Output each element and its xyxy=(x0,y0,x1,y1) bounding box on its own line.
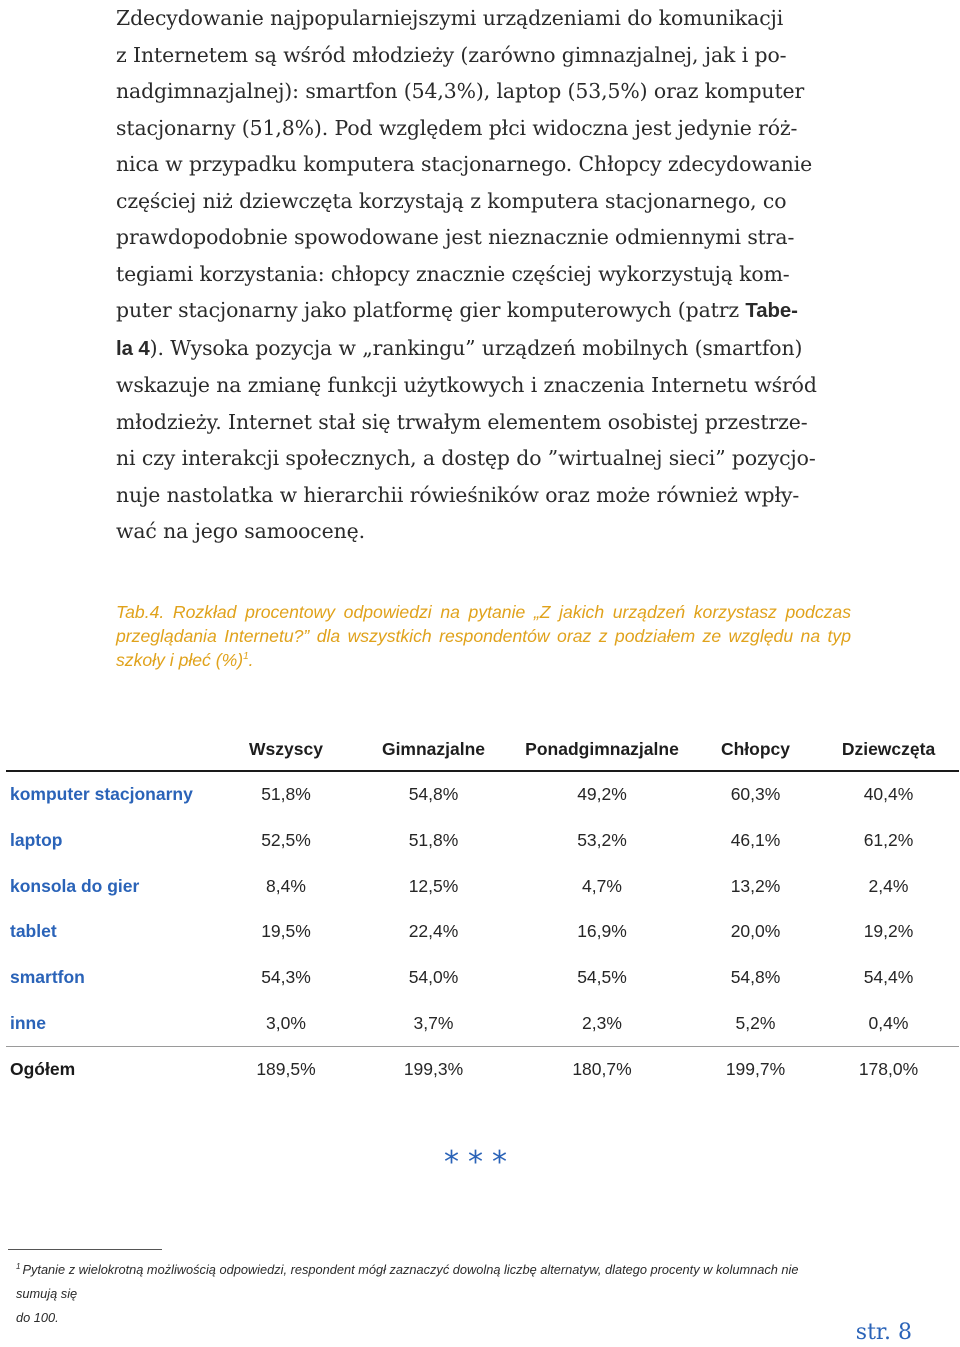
table-row xyxy=(6,863,959,909)
caption-text: Tab.4. Rozkład procentowy odpowiedzi na pytanie „Z jakich urządzeń korzystasz podczas przeglądania Internetu?” dla wszystkich respondentów oraz z podziałem ze względu na typ szkoły i płeć (%) xyxy=(116,602,851,670)
body-line: nica w przypadku komputera stacjonarnego. Chłopcy zdecydowanie xyxy=(116,152,813,176)
table-cell: 5,2% xyxy=(735,1012,776,1033)
table-cell: 22,4% xyxy=(408,921,459,942)
table-cell: 4,7% xyxy=(582,875,622,896)
footnote-line xyxy=(16,1258,836,1306)
table-cell: 16,9% xyxy=(577,921,627,942)
caption-footnote-marker: 1 xyxy=(243,651,249,663)
table-cell: 199,7% xyxy=(693,1047,818,1093)
table-cell: 199,3% xyxy=(356,1047,511,1093)
table-cell: 54,0% xyxy=(408,967,459,988)
table-cell: 19,5% xyxy=(261,921,311,942)
table-cell: 8,4% xyxy=(266,875,306,896)
table-cell: 180,7% xyxy=(511,1047,693,1093)
table-cell: 2,3% xyxy=(582,1012,622,1033)
table-cell: 54,4% xyxy=(863,967,914,988)
header-cell-dziewczeta: Dziewczęta xyxy=(818,728,959,771)
table-header-row xyxy=(6,728,959,771)
body-line: Zdecydowanie najpopularniejszymi urządzeniami do komunikacji xyxy=(116,6,784,30)
table-cell: 54,8% xyxy=(730,967,781,988)
caption-end: . xyxy=(248,650,254,670)
table-cell: 3,7% xyxy=(413,1012,454,1033)
row-label: konsola do gier xyxy=(10,875,140,896)
body-line: tegiami korzystania: chłopcy znacznie częściej wykorzystują kom- xyxy=(116,261,790,286)
body-line: wskazuje na zmianę funkcji użytkowych i znaczenia Internetu wśród xyxy=(116,373,817,397)
body-line: ni czy interakcji społecznych, a dostęp do ”wirtualnej sieci” pozycjo- xyxy=(116,446,816,470)
section-separator: *** xyxy=(444,1145,516,1180)
table-reference: Tabe- xyxy=(745,300,798,322)
table-row xyxy=(6,955,959,1001)
row-label: smartfon xyxy=(10,967,85,988)
table-cell: 61,2% xyxy=(863,830,914,851)
row-label: tablet xyxy=(10,921,57,942)
table-cell: 49,2% xyxy=(577,784,627,805)
table-cell: 51,8% xyxy=(408,830,459,851)
table-cell: 54,5% xyxy=(577,967,627,988)
header-cell-chlopcy: Chłopcy xyxy=(693,728,818,771)
table-row xyxy=(6,818,959,864)
body-paragraph xyxy=(116,0,853,550)
table-caption xyxy=(116,600,851,672)
table-cell: 51,8% xyxy=(261,784,311,805)
header-cell-gimnazjalne: Gimnazjalne xyxy=(356,728,511,771)
table-cell: 40,4% xyxy=(863,784,914,805)
table-cell: 3,0% xyxy=(266,1012,306,1033)
table-row xyxy=(6,771,959,818)
table-cell: 2,4% xyxy=(868,875,909,896)
header-cell-ponadgimnazjalne: Ponadgimnazjalne xyxy=(511,728,693,771)
table-row xyxy=(6,909,959,955)
table-cell: 54,3% xyxy=(261,967,311,988)
table-cell: 60,3% xyxy=(730,784,781,805)
header-cell-wszyscy: Wszyscy xyxy=(216,728,356,771)
footnote-marker: 1 xyxy=(16,1261,21,1271)
table-cell: 0,4% xyxy=(868,1012,909,1033)
row-label: komputer stacjonarny xyxy=(10,784,193,805)
table-cell: 12,5% xyxy=(408,875,459,896)
table-row xyxy=(6,1000,959,1046)
footnote-line: do 100. xyxy=(16,1310,59,1325)
body-line: nuje nastolatka w hierarchii rówieśników oraz może również wpły- xyxy=(116,482,800,507)
body-line: stacjonarny (51,8%). Pod względem płci widoczna jest jedynie róż- xyxy=(116,115,798,140)
body-line xyxy=(116,330,853,368)
body-line-text: ). Wysoka pozycja w „rankingu” urządzeń mobilnych (smartfon) xyxy=(149,335,803,360)
body-line: wać na jego samoocenę. xyxy=(116,519,365,543)
table-cell: 13,2% xyxy=(730,875,781,896)
table-total-row xyxy=(6,1047,959,1093)
header-cell-empty xyxy=(6,728,216,771)
body-line: młodzieży. Internet stał się trwałym elementem osobistej przestrze- xyxy=(116,409,808,434)
body-line: nadgimnazjalnej): smartfon (54,3%), laptop (53,5%) oraz komputer xyxy=(116,79,805,103)
row-label-total: Ogółem xyxy=(6,1047,216,1093)
table-cell: 178,0% xyxy=(818,1047,959,1093)
page-number: str. 8 xyxy=(855,1320,912,1345)
footnote xyxy=(16,1258,836,1330)
table-cell: 54,8% xyxy=(408,784,459,805)
table-cell: 19,2% xyxy=(863,921,914,942)
table-cell: 46,1% xyxy=(730,830,781,851)
footnote-rule xyxy=(8,1249,162,1250)
table-cell: 52,5% xyxy=(261,830,311,851)
body-line-text: puter stacjonarny jako platformę gier komputerowych (patrz xyxy=(116,298,746,322)
device-usage-table xyxy=(6,728,959,1093)
table-cell: 189,5% xyxy=(216,1047,356,1093)
footnote-text: Pytanie z wielokrotną możliwością odpowiedzi, respondent mógł zaznaczyć dowolną liczbę alternatyw, dlatego procenty w kolumnach nie sumują się xyxy=(16,1262,799,1301)
body-line: częściej niż dziewczęta korzystają z komputera stacjonarnego, co xyxy=(116,188,787,213)
table-reference-cont: la 4 xyxy=(116,337,150,360)
table-cell: 53,2% xyxy=(577,830,627,851)
body-line: z Internetem są wśród młodzieży (zarówno gimnazjalnej, jak i po- xyxy=(116,42,787,67)
body-line xyxy=(116,292,853,330)
row-label: laptop xyxy=(10,830,63,851)
body-line: prawdopodobnie spowodowane jest nieznacznie odmiennymi stra- xyxy=(116,225,795,249)
row-label: inne xyxy=(10,1012,46,1033)
table-cell: 20,0% xyxy=(730,921,781,942)
